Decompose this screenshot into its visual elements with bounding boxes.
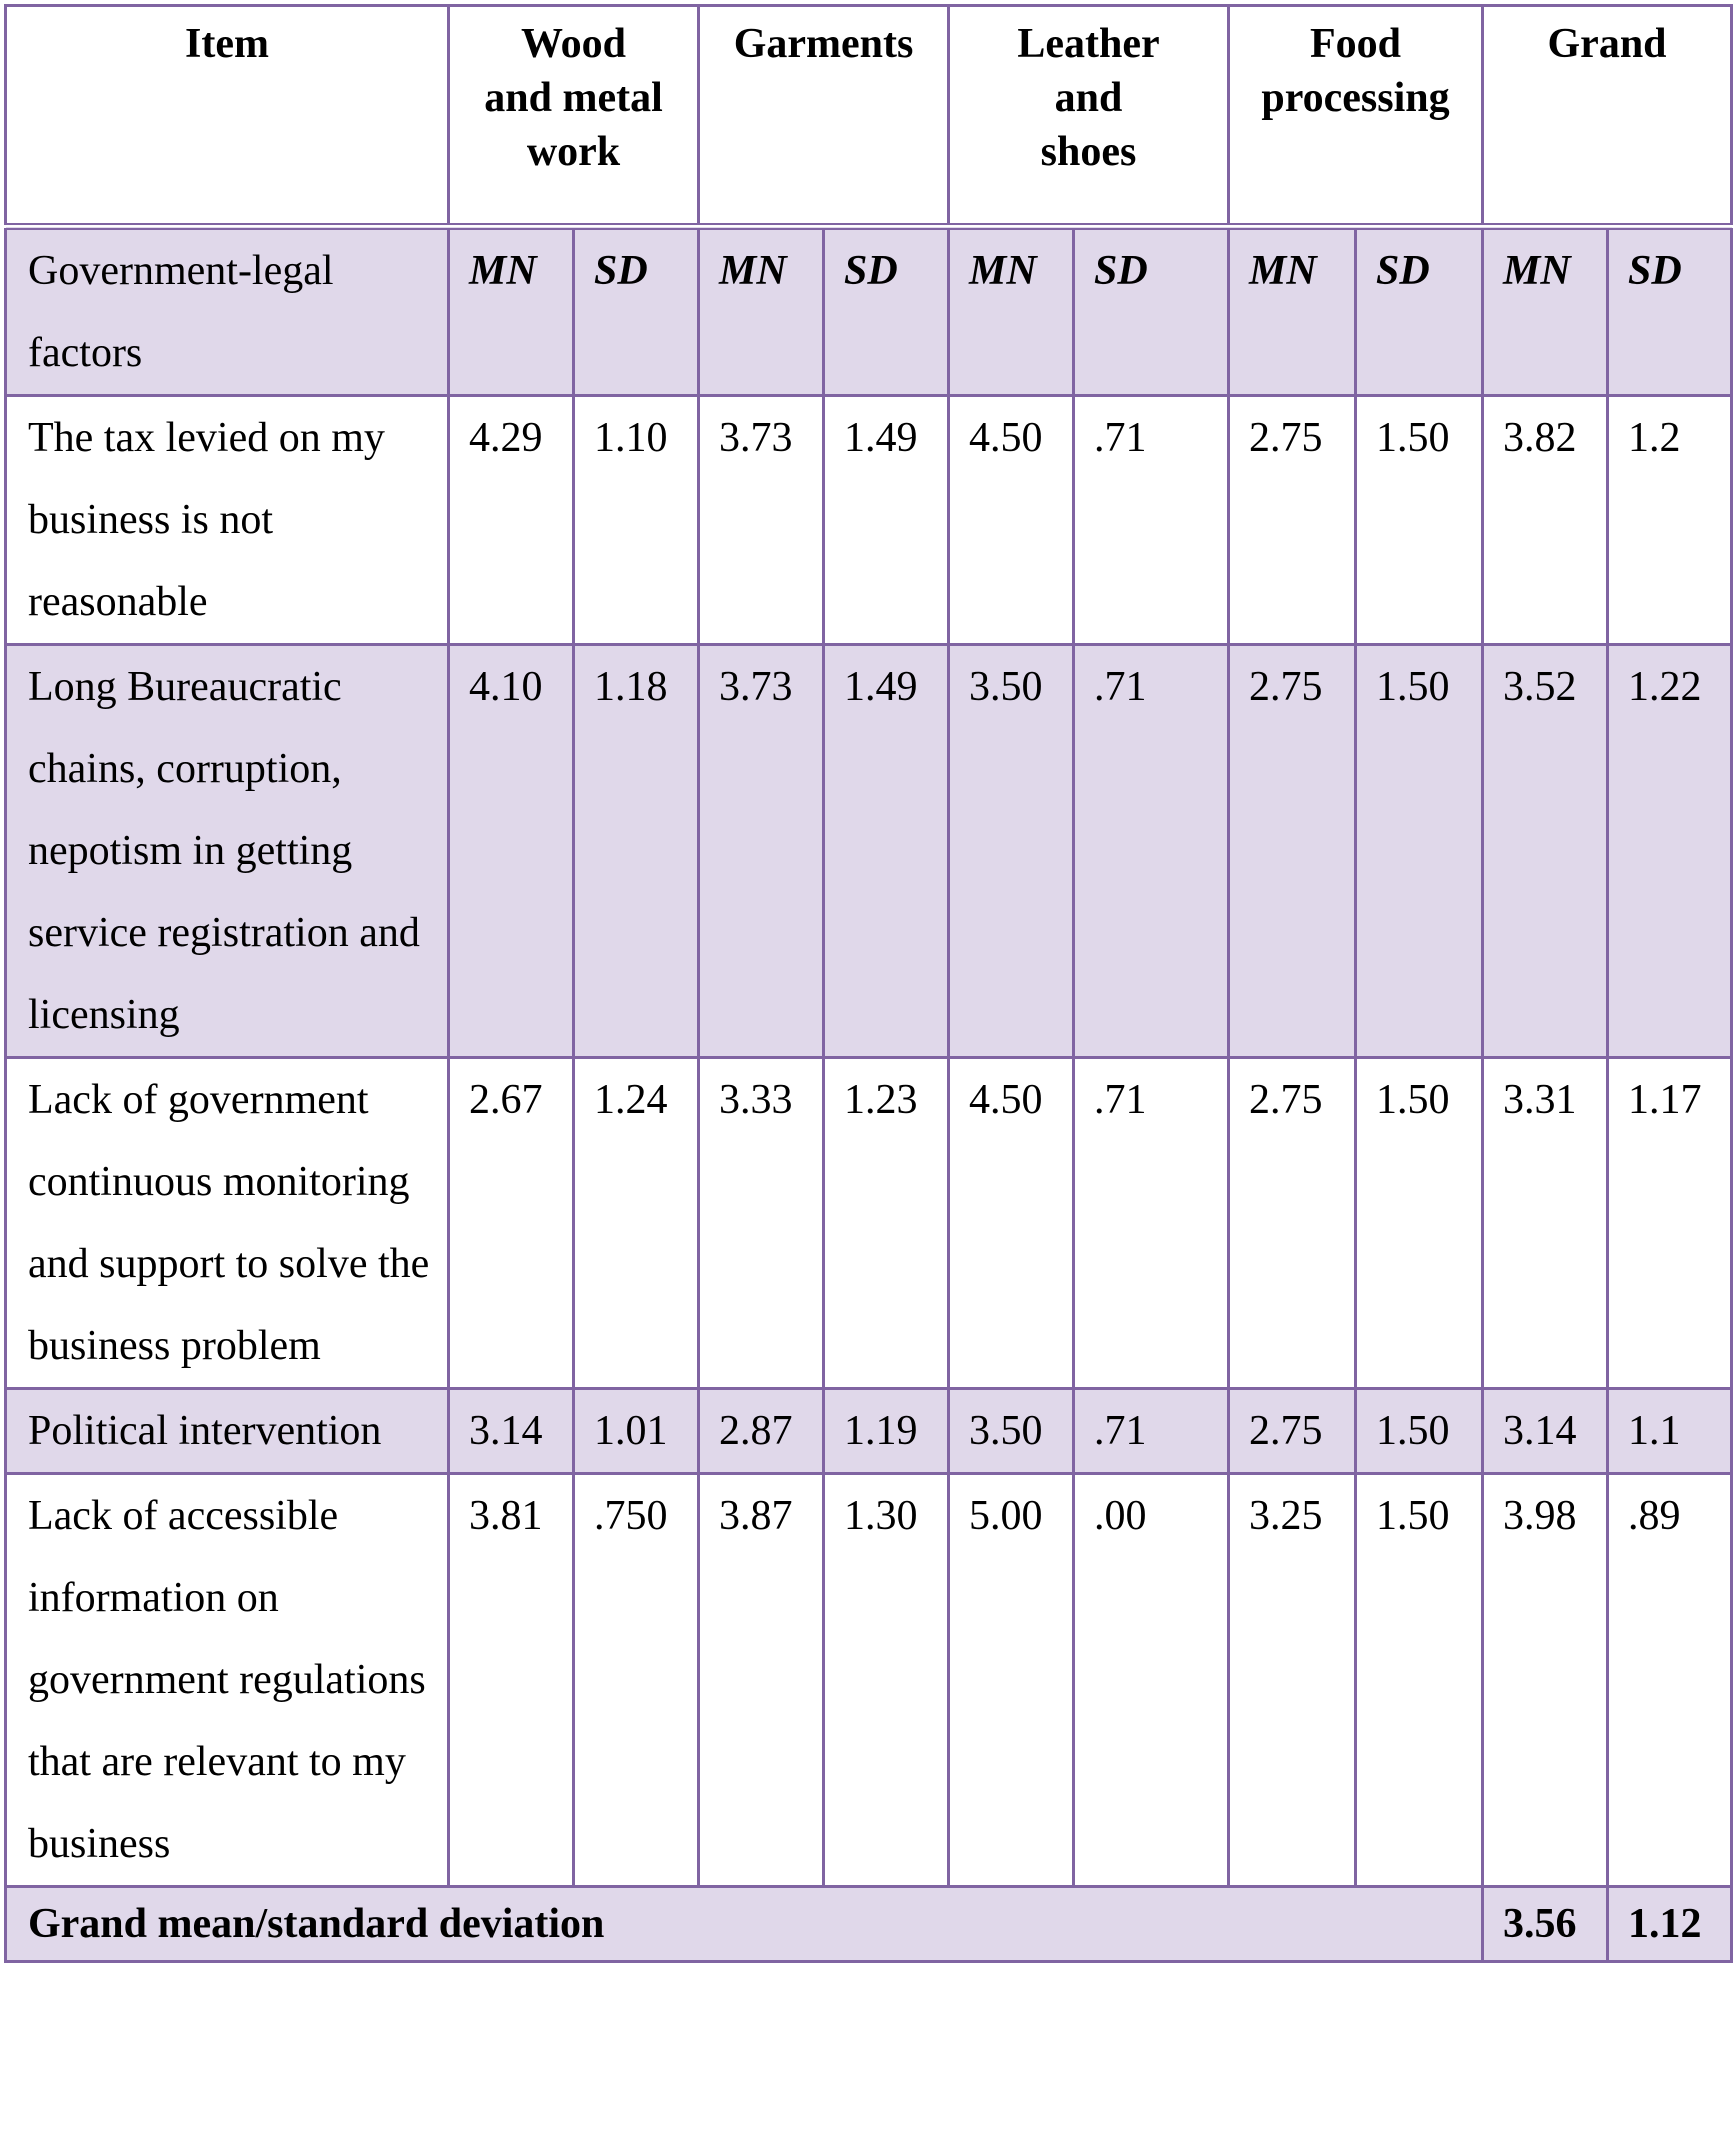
row-label: The tax levied on my business is not reasonable xyxy=(6,396,449,645)
cell-value: 3.50 xyxy=(949,1389,1074,1474)
cell-value: 1.10 xyxy=(574,396,699,645)
row-label: Lack of accessible information on government regulations that are relevant to my business xyxy=(6,1474,449,1887)
total-label: Grand mean/standard deviation xyxy=(6,1887,1483,1962)
cell-value: 3.98 xyxy=(1483,1474,1608,1887)
cell-value: 1.23 xyxy=(824,1058,949,1389)
cell-value: 1.50 xyxy=(1356,1389,1483,1474)
subheader-col: SD xyxy=(824,227,949,396)
cell-value: 2.75 xyxy=(1229,1058,1356,1389)
row-label: Long Bureaucratic chains, corruption, nepotism in getting service registration and licensing xyxy=(6,645,449,1058)
subheader-col: MN xyxy=(699,227,824,396)
table-row xyxy=(6,1389,1732,1474)
cell-value: 4.50 xyxy=(949,1058,1074,1389)
cell-value: 1.19 xyxy=(824,1389,949,1474)
cell-value: 4.50 xyxy=(949,396,1074,645)
cell-value: 3.25 xyxy=(1229,1474,1356,1887)
header-row xyxy=(6,6,1732,227)
cell-value: .00 xyxy=(1074,1474,1229,1887)
cell-value: 2.67 xyxy=(449,1058,574,1389)
subheader-col: SD xyxy=(1608,227,1732,396)
cell-value: 3.82 xyxy=(1483,396,1608,645)
table-row xyxy=(6,1474,1732,1887)
table-row xyxy=(6,645,1732,1058)
header-item: Item xyxy=(6,6,449,227)
cell-value: .71 xyxy=(1074,645,1229,1058)
cell-value: .89 xyxy=(1608,1474,1732,1887)
subheader-col: SD xyxy=(1074,227,1229,396)
table-row xyxy=(6,396,1732,645)
subheader-col: MN xyxy=(1229,227,1356,396)
subheader-col: SD xyxy=(1356,227,1483,396)
subheader-col: SD xyxy=(574,227,699,396)
cell-value: 3.73 xyxy=(699,645,824,1058)
cell-value: 2.75 xyxy=(1229,645,1356,1058)
cell-value: 1.50 xyxy=(1356,1058,1483,1389)
cell-value: 3.52 xyxy=(1483,645,1608,1058)
cell-value: 2.87 xyxy=(699,1389,824,1474)
cell-value: 5.00 xyxy=(949,1474,1074,1887)
row-label: Political intervention xyxy=(6,1389,449,1474)
cell-value: 3.31 xyxy=(1483,1058,1608,1389)
cell-value: 3.33 xyxy=(699,1058,824,1389)
cell-value: 1.50 xyxy=(1356,645,1483,1058)
subheader-col: MN xyxy=(1483,227,1608,396)
cell-value: 1.30 xyxy=(824,1474,949,1887)
cell-value: 4.29 xyxy=(449,396,574,645)
cell-value: .71 xyxy=(1074,1389,1229,1474)
factors-table xyxy=(4,4,1733,1963)
cell-value: 1.50 xyxy=(1356,396,1483,645)
row-label: Lack of government continuous monitoring and support to solve the business problem xyxy=(6,1058,449,1389)
cell-value: 1.1 xyxy=(1608,1389,1732,1474)
cell-value: 4.10 xyxy=(449,645,574,1058)
cell-value: 3.14 xyxy=(1483,1389,1608,1474)
header-wood-metal: Wood and metal work xyxy=(449,6,699,227)
cell-value: 1.49 xyxy=(824,645,949,1058)
cell-value: 2.75 xyxy=(1229,1389,1356,1474)
cell-value: 3.73 xyxy=(699,396,824,645)
header-grand: Grand xyxy=(1483,6,1732,227)
grand-mean: 3.56 xyxy=(1483,1887,1608,1962)
grand-sd: 1.12 xyxy=(1608,1887,1732,1962)
cell-value: 1.18 xyxy=(574,645,699,1058)
header-garments: Garments xyxy=(699,6,949,227)
cell-value: .71 xyxy=(1074,1058,1229,1389)
subheader-row xyxy=(6,227,1732,396)
cell-value: 3.87 xyxy=(699,1474,824,1887)
cell-value: 1.50 xyxy=(1356,1474,1483,1887)
cell-value: 1.49 xyxy=(824,396,949,645)
cell-value: 3.50 xyxy=(949,645,1074,1058)
cell-value: .750 xyxy=(574,1474,699,1887)
cell-value: 1.22 xyxy=(1608,645,1732,1058)
cell-value: .71 xyxy=(1074,396,1229,645)
cell-value: 2.75 xyxy=(1229,396,1356,645)
cell-value: 3.81 xyxy=(449,1474,574,1887)
cell-value: 1.2 xyxy=(1608,396,1732,645)
subheader-col: MN xyxy=(449,227,574,396)
total-row xyxy=(6,1887,1732,1962)
cell-value: 3.14 xyxy=(449,1389,574,1474)
cell-value: 1.24 xyxy=(574,1058,699,1389)
cell-value: 1.17 xyxy=(1608,1058,1732,1389)
table-row xyxy=(6,1058,1732,1389)
subheader-label: Government-legal factors xyxy=(6,227,449,396)
cell-value: 1.01 xyxy=(574,1389,699,1474)
subheader-col: MN xyxy=(949,227,1074,396)
header-food-processing: Food processing xyxy=(1229,6,1483,227)
header-leather-shoes: Leather and shoes xyxy=(949,6,1229,227)
